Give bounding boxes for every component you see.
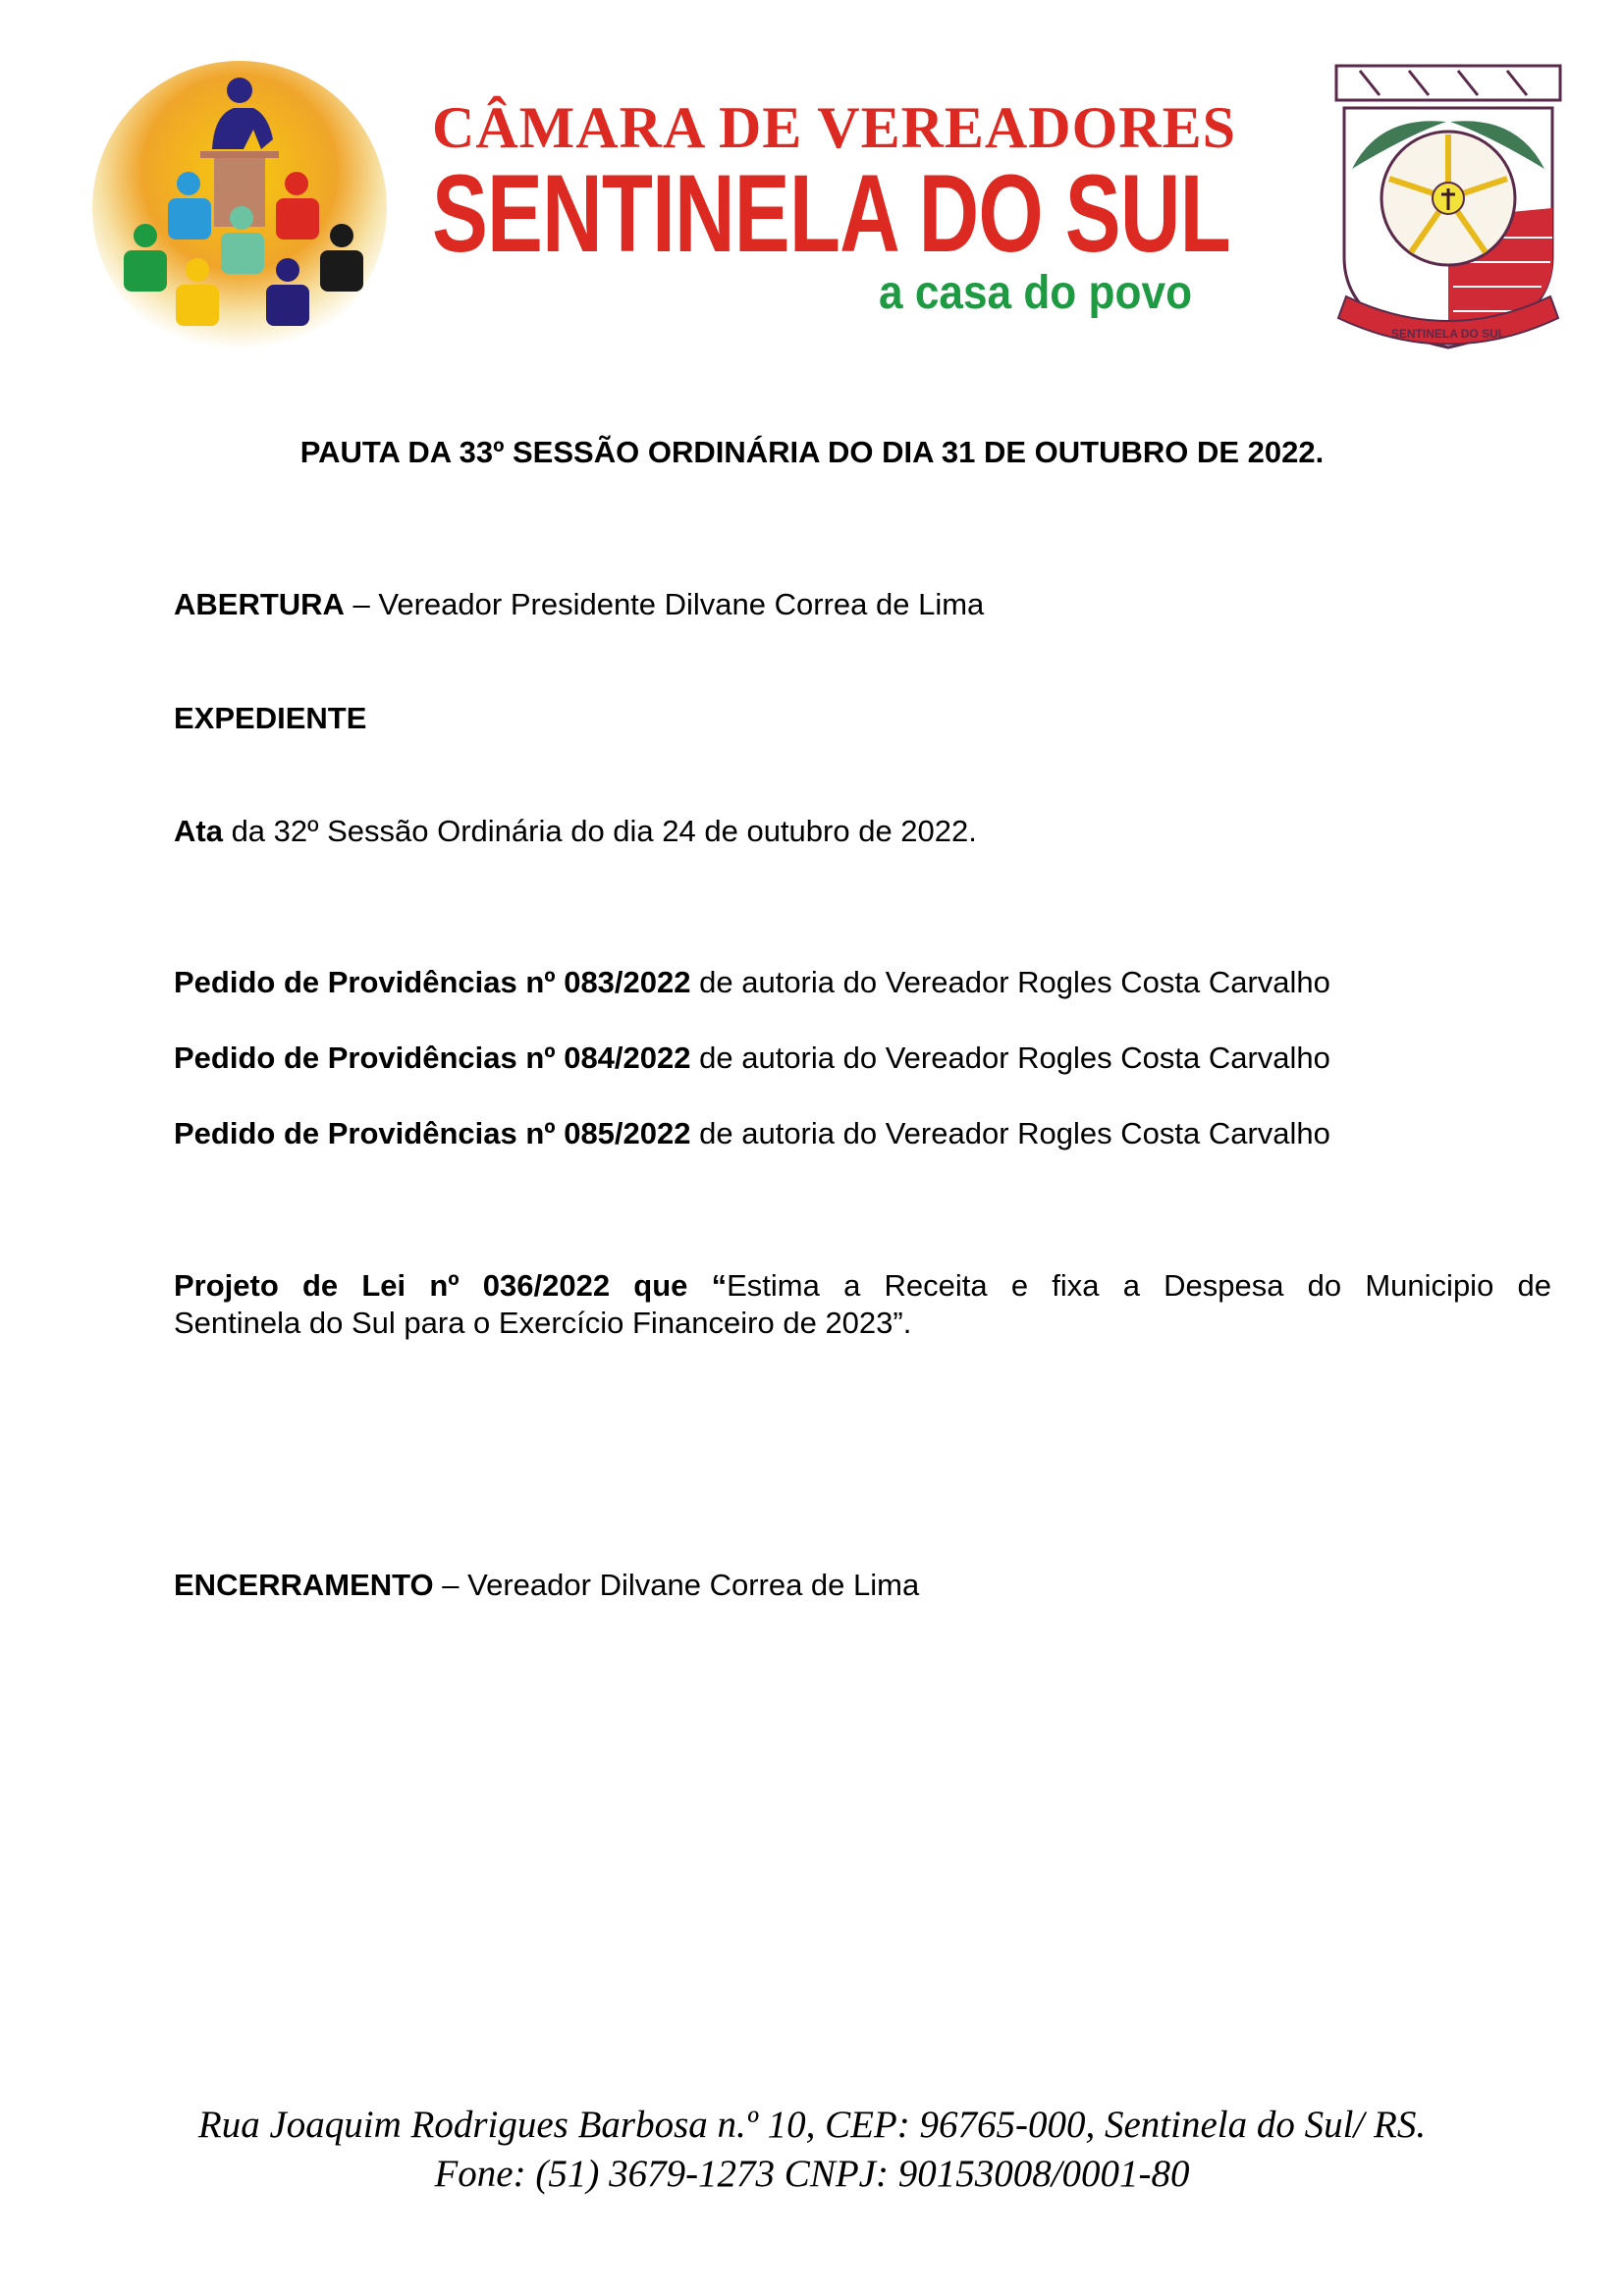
encerramento-line bbox=[174, 1568, 919, 1603]
footer-address: Rua Joaquim Rodrigues Barbosa n.º 10, CEP: 96765-000, Sentinela do Sul/ RS. bbox=[197, 2104, 1427, 2146]
council-logo-icon bbox=[86, 61, 393, 367]
pedido-text: de autoria do Vereador Rogles Costa Carvalho bbox=[690, 965, 1330, 999]
list-item bbox=[174, 1041, 1330, 1076]
expediente-heading bbox=[174, 701, 366, 736]
pedido-label: Pedido de Providências nº 083/2022 bbox=[174, 965, 691, 999]
ata-line bbox=[174, 814, 977, 849]
brand-name-line2: SENTINELA DO SUL bbox=[432, 152, 1230, 276]
pedido-text: de autoria do Vereador Rogles Costa Carvalho bbox=[690, 1116, 1330, 1150]
page-title: PAUTA DA 33º SESSÃO ORDINÁRIA DO DIA 31 DE OUTUBRO DE 2022. bbox=[299, 435, 1325, 469]
ata-text: da 32º Sessão Ordinária do dia 24 de outubro de 2022. bbox=[222, 814, 977, 848]
encerramento-label: ENCERRAMENTO bbox=[174, 1568, 434, 1602]
pedido-text: de autoria do Vereador Rogles Costa Carvalho bbox=[690, 1041, 1330, 1075]
footer-contact: Fone: (51) 3679-1273 CNPJ: 90153008/0001-80 bbox=[434, 2153, 1190, 2195]
projeto-label: Projeto de Lei nº 036/2022 que “ bbox=[174, 1268, 728, 1303]
expediente-label: EXPEDIENTE bbox=[174, 701, 367, 735]
pedido-label: Pedido de Providências nº 085/2022 bbox=[174, 1116, 691, 1150]
abertura-label: ABERTURA bbox=[174, 587, 345, 621]
list-item bbox=[174, 1116, 1330, 1151]
projeto-paragraph bbox=[174, 1267, 1551, 1342]
abertura-text: – Vereador Presidente Dilvane Correa de Lima bbox=[344, 587, 985, 621]
brand-tagline: a casa do povo bbox=[879, 267, 1193, 319]
list-item bbox=[174, 965, 1330, 1000]
projeto-text-line2: Sentinela do Sul para o Exercício Financeiro de 2023”. bbox=[174, 1306, 912, 1340]
abertura-line bbox=[174, 587, 984, 622]
footer bbox=[0, 2101, 1624, 2199]
crest-banner-text: SENTINELA DO SUL bbox=[1390, 327, 1506, 341]
municipal-crest-icon bbox=[1330, 61, 1566, 355]
ata-label: Ata bbox=[174, 814, 223, 848]
projeto-text-line1: Estima a Receita e fixa a Despesa do Municipio de bbox=[727, 1268, 1551, 1303]
letterhead bbox=[0, 0, 1624, 373]
encerramento-text: – Vereador Dilvane Correa de Lima bbox=[433, 1568, 920, 1602]
brand-name-line1: CÂMARA DE VEREADORES bbox=[432, 95, 1236, 160]
pedido-label: Pedido de Providências nº 084/2022 bbox=[174, 1041, 691, 1075]
